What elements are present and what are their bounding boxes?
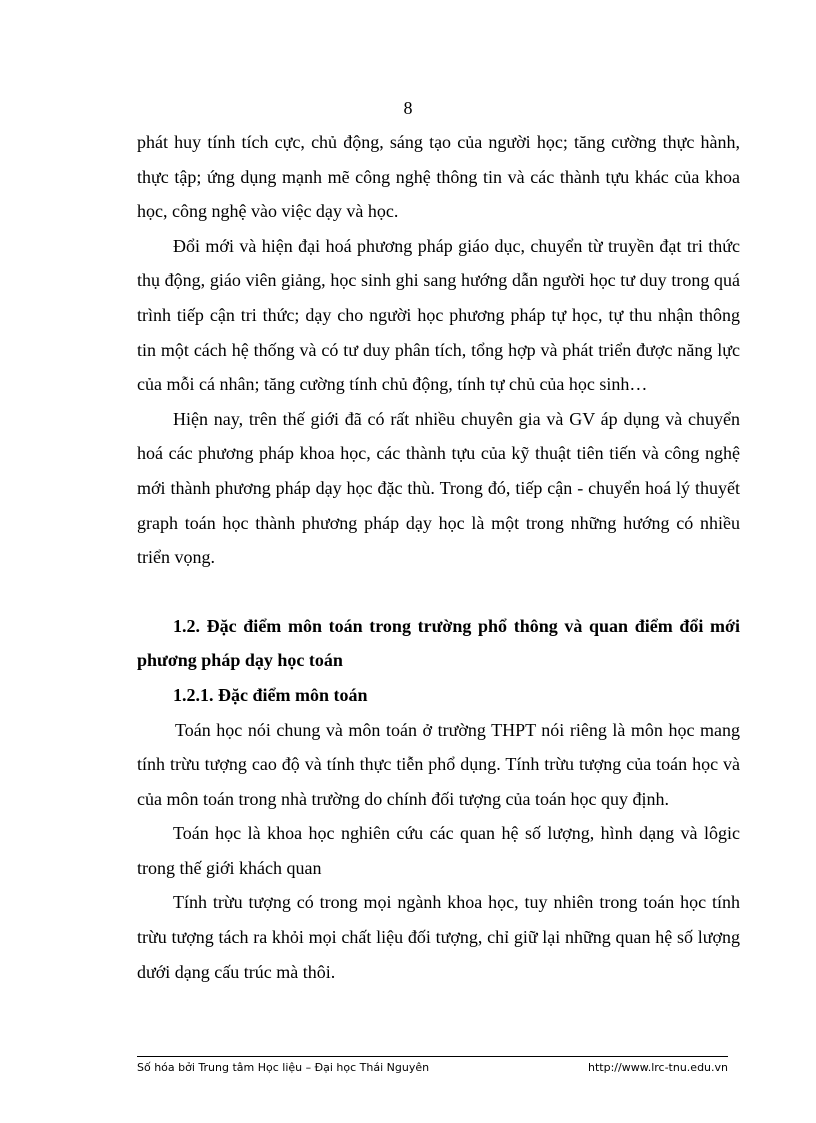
section-heading-1-2: 1.2. Đặc điểm môn toán trong trường phổ thông và quan điểm đổi mới phương pháp dạy học toán bbox=[137, 615, 740, 671]
subsection-heading-1-2-1: 1.2.1. Đặc điểm môn toán bbox=[173, 684, 368, 705]
footer-url[interactable]: http://www.lrc-tnu.edu.vn bbox=[588, 1061, 728, 1074]
paragraph-abstraction-nature: Tính trừu tượng có trong mọi ngành khoa học, tuy nhiên trong toán học tính trừu tượng tách ra khỏi mọi chất liệu đối tượng, chỉ giữ lại những quan hệ số lượng dưới dạng cấu trúc mà thôi. bbox=[137, 892, 740, 982]
paragraph-education-reform: Đổi mới và hiện đại hoá phương pháp giáo dục, chuyển từ truyền đạt tri thức thụ động, giáo viên giảng, học sinh ghi sang hướng dẫn người học tư duy trong quá trình tiếp cận tri thức; dạy cho người học phương pháp tự học, tự thu nhận thông tin một cách hệ thống và có tư duy phân tích, tổng hợp và phát triển được năng lực của mỗi cá nhân; tăng cường tính chủ động, tính tự chủ của học sinh… bbox=[137, 235, 740, 395]
document-body bbox=[137, 125, 740, 989]
footer-attribution: Số hóa bởi Trung tâm Học liệu – Đại học Thái Nguyên bbox=[137, 1061, 430, 1074]
footer-divider bbox=[137, 1056, 728, 1057]
paragraph-graph-approach: Hiện nay, trên thế giới đã có rất nhiều chuyên gia và GV áp dụng và chuyển hoá các phương pháp khoa học, các thành tựu của kỹ thuật tiên tiến và công nghệ mới thành phương pháp dạy học đặc thù. Trong đó, tiếp cận - chuyển hoá lý thuyết graph toán học thành phương pháp dạy học là một trong những hướng có nhiều triển vọng. bbox=[137, 408, 740, 568]
page-number: 8 bbox=[403, 98, 413, 118]
paragraph-continuation: phát huy tính tích cực, chủ động, sáng tạo của người học; tăng cường thực hành, thực tập; ứng dụng mạnh mẽ công nghệ thông tin và các thành tựu khác của khoa học, công nghệ vào việc dạy và học. bbox=[137, 132, 740, 222]
paragraph-math-definition: Toán học là khoa học nghiên cứu các quan hệ số lượng, hình dạng và lôgic trong thế giới khách quan bbox=[137, 823, 740, 878]
paragraph-math-abstraction: Toán học nói chung và môn toán ở trường THPT nói riêng là môn học mang tính trừu tượng cao độ và tính thực tiễn phổ dụng. Tính trừu tượng của toán học và của môn toán trong nhà trường do chính đối tượng của toán học quy định. bbox=[137, 719, 740, 809]
